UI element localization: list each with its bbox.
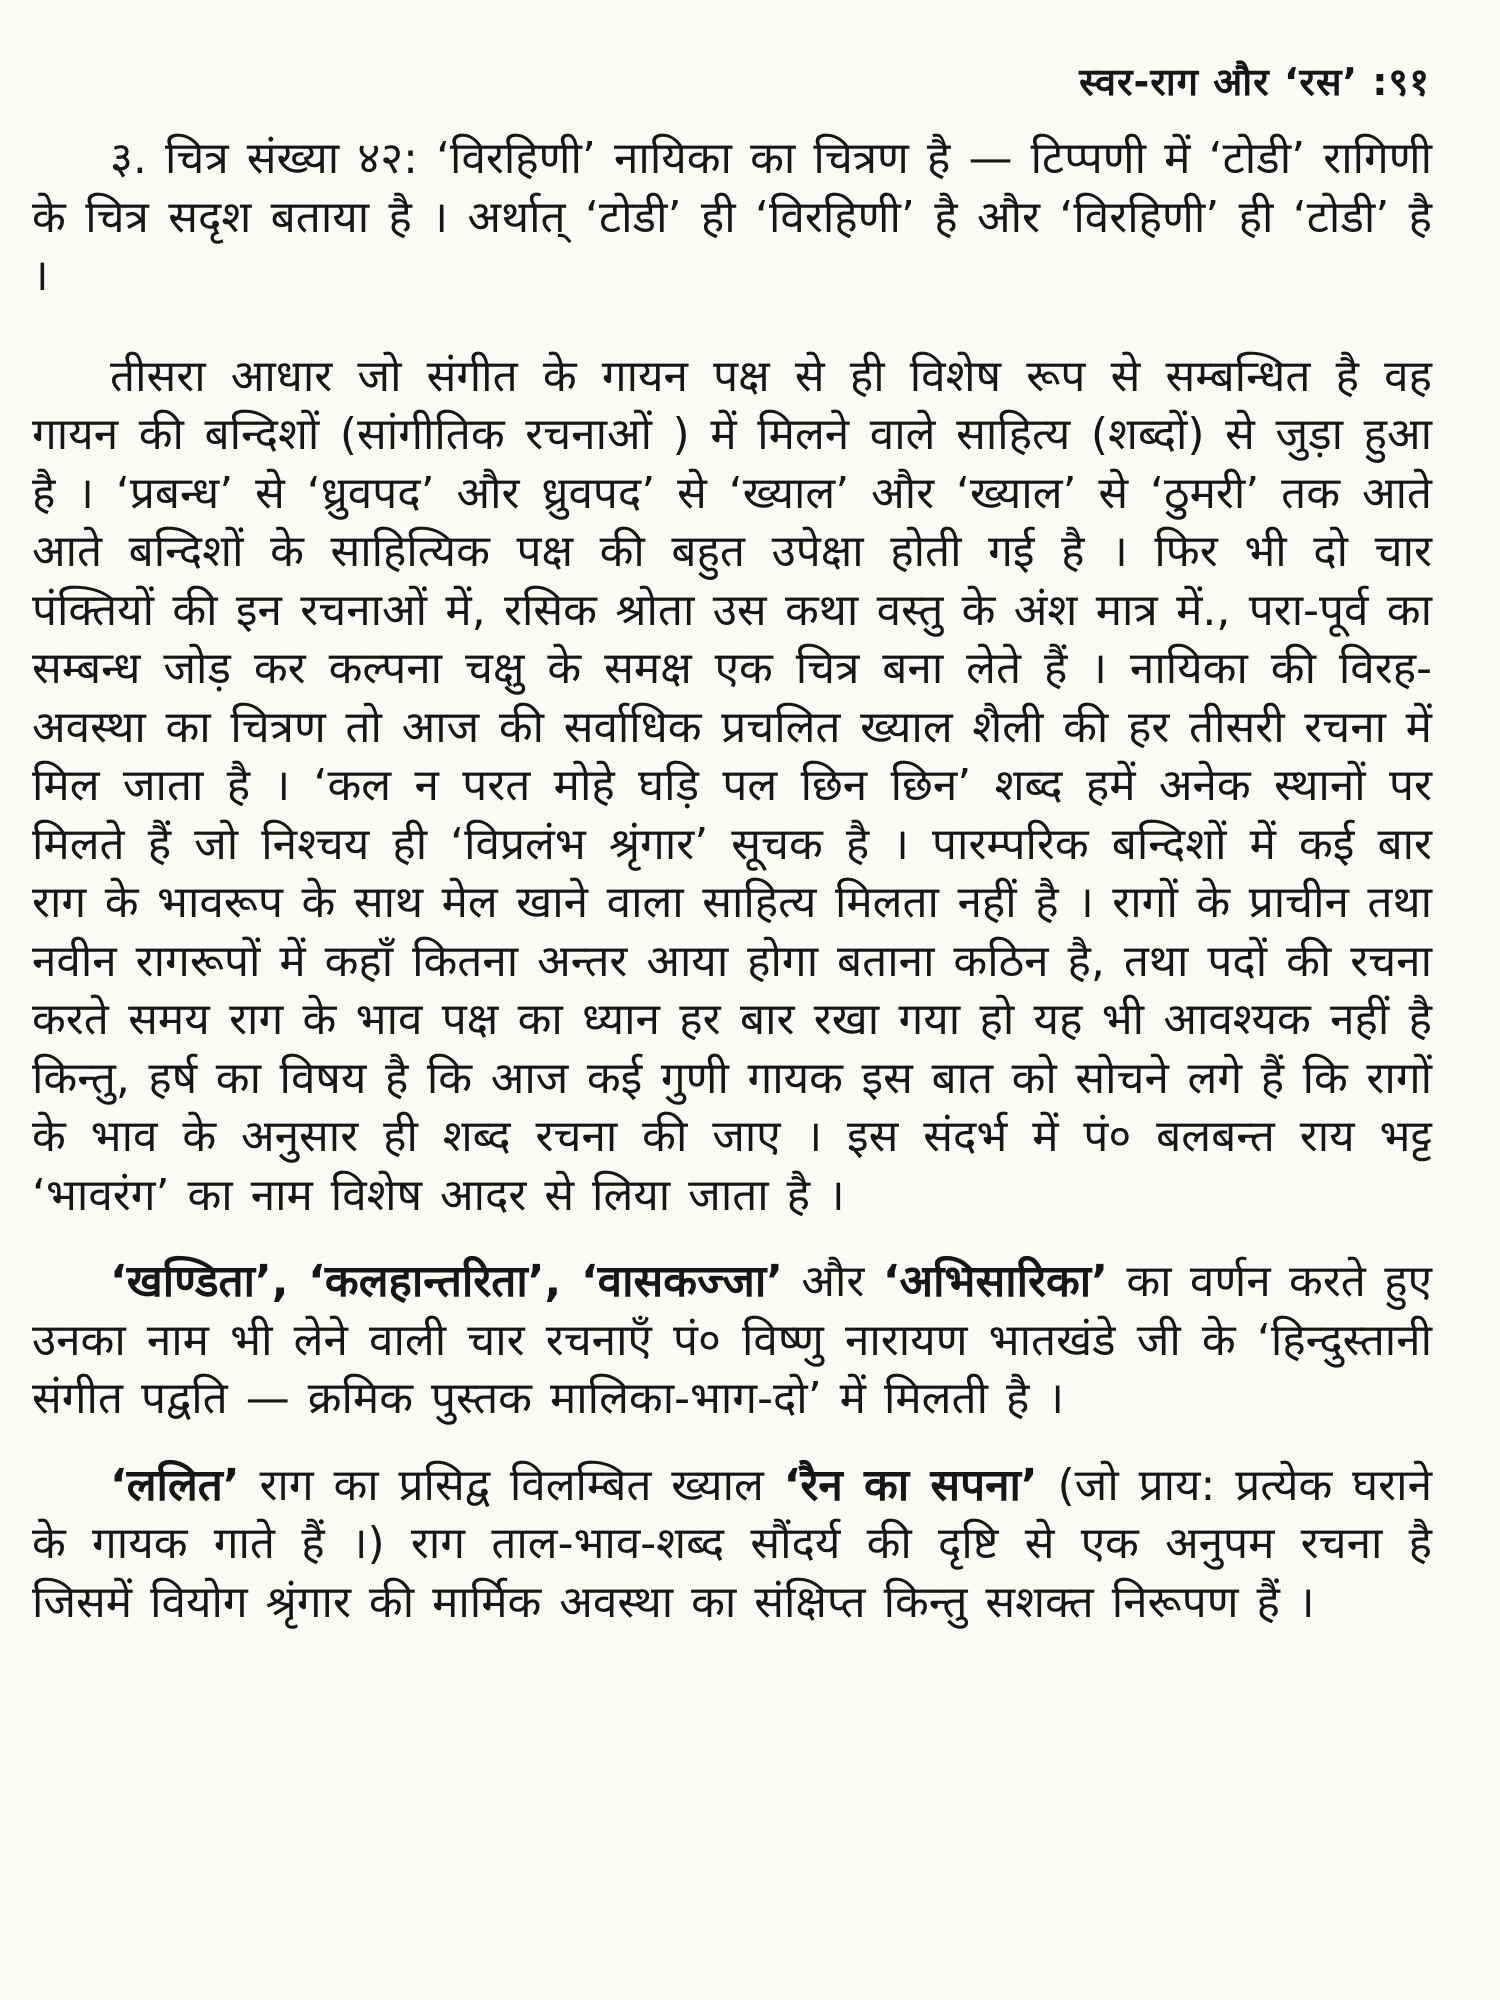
- running-header: स्वर-राग और ‘रस’ :९१: [1079, 60, 1430, 104]
- paragraph-text: (जो प्राय: प्रत्येक घराने के गायक गाते हैं ।) राग ताल-भाव-शब्द सौंदर्य की दृष्टि से एक अनुपम रचना है जिसमें वियोग श्रृंगार की मार्मिक अवस्था का संक्षिप्त किन्तु सशक्त निरूपण हैं ।: [32, 1459, 1432, 1628]
- paragraph-text: का वर्णन करते हुए उनका नाम भी लेने वाली चार रचनाएँ पं० विष्णु नारायण भातखंडे जी के ‘हिन्दुस्तानी संगीत पद्वति — क्रमिक पुस्तक मालिका-भाग-दो’ में मिलती है ।: [32, 1256, 1432, 1424]
- paragraph-figure-42: ३. चित्र संख्या ४२: ‘विरहिणी’ नायिका का चित्रण है — टिप्पणी में ‘टोडी’ रागिणी के चित्र सदृश बताया है । अर्थात् ‘टोडी’ ही ‘विरहिणी’ है और ‘विरहिणी’ ही ‘टोडी’ है ।: [32, 133, 1432, 301]
- bold-lalit: ‘ललित’: [110, 1459, 240, 1511]
- page-body: [32, 130, 1432, 1660]
- bold-rain-ka-sapna: ‘रैन का सपना’: [783, 1459, 1038, 1511]
- paragraph-text: राग का प्रसिद्व विलम्बित ख्याल: [239, 1459, 784, 1511]
- paragraph-lalit-raga: [32, 1457, 1432, 1633]
- paragraph-nayika-compositions: [32, 1253, 1432, 1429]
- bold-nayika-names: ‘खण्डिता’, ‘कलहान्तरिता’, ‘वासकज्जा’: [110, 1256, 783, 1307]
- bold-abhisarika: ‘अभिसारिका’: [882, 1256, 1108, 1307]
- paragraph-third-basis: तीसरा आधार जो संगीत के गायन पक्ष से ही विशेष रूप से सम्बन्धित है वह गायन की बन्दिशों (सांगीतिक रचनाओं ) में मिलने वाले साहित्य (शब्दों) से जुड़ा हुआ है । ‘प्रबन्ध’ से ‘ध्रुवपद’ और ध्रुवपद’ से ‘ख्याल’ और ‘ख्याल’ से ‘ठुमरी’ तक आते आते बन्दिशों के साहित्यिक पक्ष की बहुत उपेक्षा होती गई है । फिर भी दो चार पंक्तियों की इन रचनाओं में, रसिक श्रोता उस कथा वस्तु के अंश मात्र में., परा-पूर्व का सम्बन्ध जोड़ कर कल्पना चक्षु के समक्ष एक चित्र बना लेते हैं । नायिका की विरह-अवस्था का चित्रण तो आज की सर्वाधिक प्रचलित ख्याल शैली की हर तीसरी रचना में मिल जाता है । ‘कल न परत मोहे घड़ि पल छिन छिन’ शब्द हमें अनेक स्थानों पर मिलते हैं जो निश्चय ही ‘विप्रलंभ श्रृंगार’ सूचक है । पारम्परिक बन्दिशों में कई बार राग के भावरूप के साथ मेल खाने वाला साहित्य मिलता नहीं है । रागों के प्राचीन तथा नवीन रागरूपों में कहाँ कितना अन्तर आया होगा बताना कठिन है, तथा पदों की रचना करते समय राग के भाव पक्ष का ध्यान हर बार रखा गया हो यह भी आवश्यक नहीं है किन्तु, हर्ष का विषय है कि आज कई गुणी गायक इस बात को सोचने लगे हैं कि रागों के भाव के अनुसार ही शब्द रचना की जाए । इस संदर्भ में पं० बलबन्त राय भट्ट ‘भावरंग’ का नाम विशेष आदर से लिया जाता है ।: [32, 350, 1432, 1221]
- paragraph-text: और: [783, 1256, 883, 1307]
